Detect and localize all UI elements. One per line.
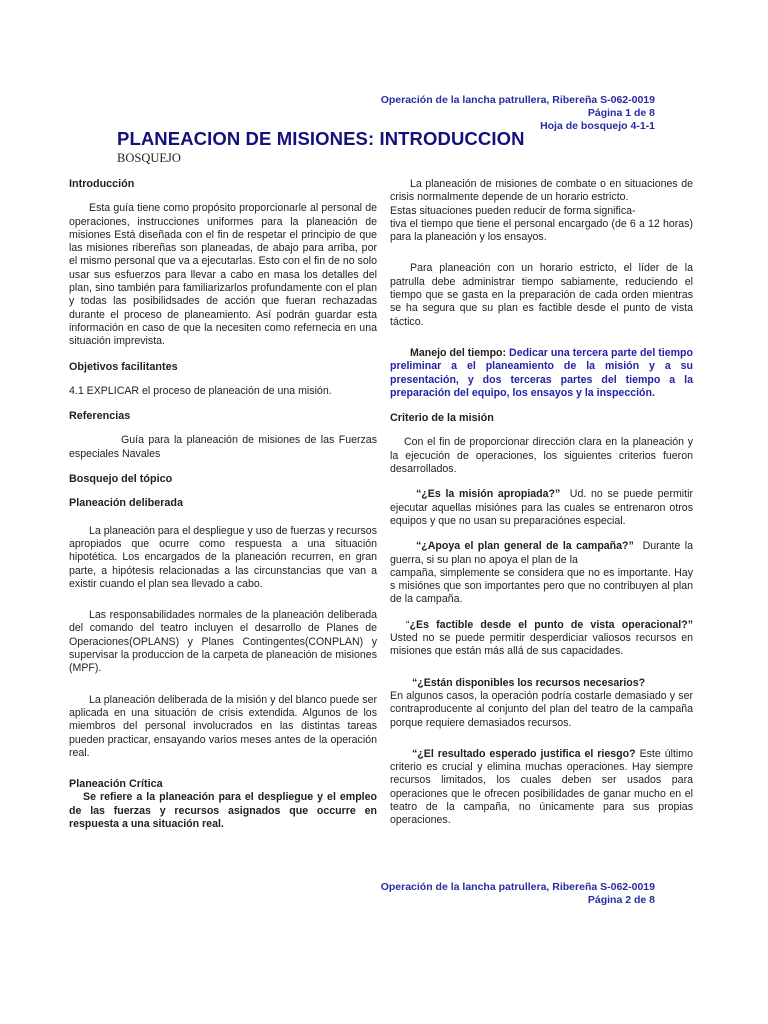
criterio-campana-question: “¿Apoya el plan general de la campaña?” — [416, 540, 634, 553]
heading-objetivos: Objetivos facilitantes — [69, 360, 178, 373]
page-title: PLANEACION DE MISIONES: INTRODUCCION — [117, 128, 525, 149]
criterio-factible-quote: “ — [406, 618, 410, 631]
criterio-recursos-question: “¿Están disponibles los recursos necesarios? — [412, 676, 646, 689]
heading-planeacion-critica: Planeación Crítica — [69, 778, 163, 791]
header-sheet-id: Hoja de bosquejo 4-1-1 — [540, 120, 655, 132]
heading-criterio: Criterio de la misión — [390, 412, 494, 425]
criterio-campana — [390, 540, 693, 567]
paragraph-deliberada-3: La planeación deliberada de la misión y del blanco puede ser aplicada en una situación de crisis extendida. Algunos de los miembros del personal involucrados en las distintas tareas pueden practicar, ensayando varios meses antes de la operación real. — [69, 693, 377, 759]
paragraph-deliberada-1: La planeación para el despliegue y uso de fuerzas y recursos apropiados que ocurre como respuesta a una situación hipotética. Los encargados de la planeación recurren, en gran parte, a hipótesis relacionadas a las circunstancias que van a existir cuando el plan sea llevado a cabo. — [69, 524, 377, 590]
paragraph-deliberada-2: Las responsabilidades normales de la planeación deliberada del comando del teatro incluyen el desarrollo de Planes de Operaciones(OPLANS) y Planes Contingentes(CONPLAN) y supervisar la produccion de la carpeta de planeación de misiones (MPF). — [69, 609, 377, 675]
paragraph-situaciones: Estas situaciones pueden reducir de forma significa- — [390, 204, 636, 217]
criterio-factible-question: ¿Es factible desde el punto de vista operacional?” — [409, 618, 693, 631]
criterio-factible-text: Usted no se puede permitir desperdiciar valiosos recursos en misiones que están más allá de sus capacidades. — [390, 632, 693, 658]
criterio-recursos-text: En algunos casos, la operación podría costarle demasiado y ser contraproducente al conjunto del plan del teatro de la campaña porque requiere demasiados recursos. — [390, 689, 693, 729]
heading-referencias: Referencias — [69, 410, 131, 423]
paragraph-referencias: Guía para la planeación de misiones de las Fuerzas especiales Navales — [69, 434, 377, 460]
criterio-campana-text: Durante la guerra, si su plan no apoya el plan de la — [390, 540, 693, 566]
header-page-number: Página 1 de 8 — [587, 107, 655, 119]
right-column — [390, 178, 693, 840]
criterio-riesgo-question: “¿El resultado esperado justifica el riesgo? — [412, 747, 636, 760]
criterio-apropiada — [390, 488, 693, 528]
header-doc-title: Operación de la lancha patrullera, Ribereña S-062-0019 — [380, 94, 655, 106]
criterio-factible — [390, 619, 693, 659]
page-subtitle: BOSQUEJO — [117, 151, 181, 165]
left-column — [69, 178, 377, 843]
paragraph-tiempo-encargado: tiva el tiempo que tiene el personal encargado (de 6 a 12 horas) para la planeación y los ensayos. — [390, 217, 693, 244]
paragraph-manejo-tiempo — [390, 347, 693, 400]
heading-bosquejo-topico: Bosquejo del tópico — [69, 473, 173, 486]
page-footer — [381, 881, 655, 907]
paragraph-combate: La planeación de misiones de combate o en situaciones de crisis normalmente depende de un horario estricto. — [390, 178, 693, 204]
footer-page-number: Página 2 de 8 — [587, 894, 655, 906]
footer-doc-title: Operación de la lancha patrullera, Ribereña S-062-0019 — [380, 881, 655, 893]
criterio-apropiada-text: Ud. no se puede permitir ejecutar aquellas misiónes para las cuales se entrenaron otros equipos y que no usan su preparaciónes especial. — [390, 488, 693, 527]
paragraph-objetivos: 4.1 EXPLICAR el proceso de planeación de una misión. — [69, 384, 332, 397]
heading-planeacion-deliberada: Planeación deliberada — [69, 497, 184, 510]
criterio-campana-text-2: campaña, simplemente se considera que no es importante. Hay s misiónes que son importantes pero que no contribuyen al plan de la campaña. — [390, 566, 693, 606]
paragraph-critica: Se refiere a la planeación para el despliegue y el empleo de las fuerzas y recursos asignados que occurre en respuesta a una situación real. — [69, 791, 377, 830]
heading-introduccion: Introducción — [69, 178, 135, 190]
criterio-riesgo — [390, 748, 693, 828]
paragraph-introduccion: Esta guía tiene como propósito proporcionarle al personal de operaciones, instrucciones uniformes para la planeación de misiones Está diseñada con el fin de respetar el principio de que las misiones ribereñas son planeadas, de abajo para arriba, por el mismo personal que va a ejecutarlas. Esto con el fin de no solo usar sus esfuerzos para llevar a cabo en masa los detalles del plan, sino también para familiarizarlos profundamente con el plan y todas las posibilidsades de acción que fueran rechazadas durante el proceso de planeamiento. Así podrán guardar esta información en caso de que la necesiten como refernecia en una situación imprevista. — [69, 202, 377, 348]
manejo-text: Dedicar una tercera parte del tiempo preliminar a el planeamiento de la misión y a su presentación, y dos terceras partes del tiempo a la preparación del equipo, los ensayos y la inspección. — [390, 346, 693, 399]
paragraph-horario-estricto: Para planeación con un horario estricto, el líder de la patrulla debe administrar tiempo sabiamente, reduciendo el tiempo que se gasta en la preparación de cada orden mientras se ha segura que su plan es factible desde el punto de vista táctico. — [390, 262, 693, 328]
criterio-apropiada-question: “¿Es la misión apropiada?” — [416, 488, 561, 501]
manejo-label: Manejo del tiempo: — [410, 346, 507, 359]
paragraph-criterio: Con el fin de proporcionar dirección clara en la planeación y la ejecución de operaciones, los siguientes criterios fueron desarrollados. — [390, 436, 693, 476]
criterio-riesgo-text: Este último criterio es crucial y elimina muchas operaciones. Hay siempre recursos limitados, los cuales deben ser usados para operaciones que le ofrecen posibilidades de ganar mucho en el teatro de la campaña, no únicamente para sus propias operaciones. — [390, 747, 693, 827]
